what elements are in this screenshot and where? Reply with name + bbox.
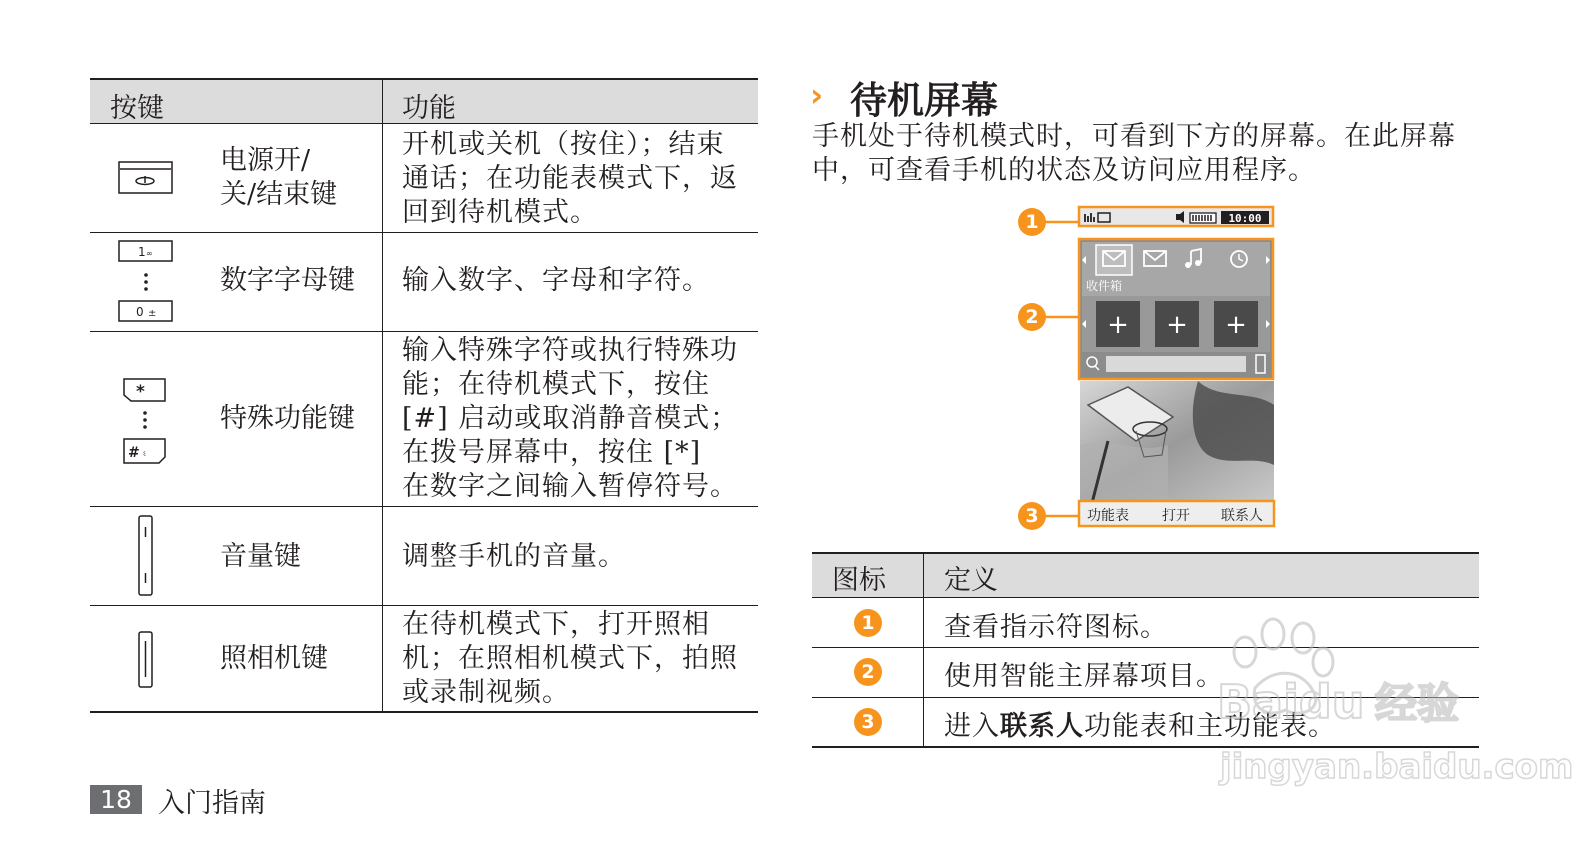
key-name: 照相机键 [220, 643, 328, 674]
softkey-open: 打开 [1162, 508, 1190, 524]
key-name: 音量键 [220, 541, 301, 572]
section-title: 待机屏幕 [850, 79, 998, 122]
definition-table-header [812, 552, 1479, 598]
volume-key-icon [137, 515, 155, 597]
baidu-watermark [1215, 610, 1574, 790]
callout-2: 2 [1018, 303, 1046, 331]
inbox-label: 收件箱 [1086, 279, 1123, 293]
power-end-key-icon [118, 161, 174, 195]
key-table-header [90, 78, 758, 124]
callout-3: 3 [1018, 502, 1046, 530]
function-description: 开机或关机（按住）；结束 通话；在功能表模式下，返 回到待机模式。 [402, 129, 738, 228]
table-row-camera-key [90, 606, 758, 711]
function-column-header: 功能 [402, 93, 456, 124]
svg-text:0: 0 [136, 305, 144, 319]
softkey-contacts: 联系人 [1221, 508, 1263, 524]
shortcut-slots [1096, 301, 1258, 347]
alphanumeric-keys-icon [118, 239, 174, 325]
phone-screen [1078, 205, 1276, 530]
standby-screen-illustration [1078, 205, 1276, 530]
column-divider [923, 552, 924, 748]
status-time: 10:00 [1228, 212, 1262, 225]
table-row-alphanumeric-keys [90, 233, 758, 331]
key-name: 电源开/ 关/结束键 [220, 145, 338, 210]
callout-number: 3 [854, 708, 882, 736]
chapter-title: 入门指南 [158, 788, 266, 819]
battery-icon [1190, 213, 1216, 223]
section-description: 手机处于待机模式时，可看到下方的屏幕。在此屏幕 中，可查看手机的状态及访问应用程序。 [812, 121, 1456, 186]
svg-text:#: # [128, 445, 140, 461]
svg-text:*: * [136, 382, 145, 402]
svg-text:±: ± [148, 308, 157, 319]
softkey-menu: 功能表 [1087, 508, 1129, 524]
function-description: 输入数字、字母和字符。 [402, 265, 710, 296]
table-row-special-function-keys [90, 332, 758, 506]
definition-text: 进入联系人功能表和主功能表。 [944, 711, 1336, 742]
callout-lines [1015, 205, 1085, 530]
svg-text:Baidu: Baidu [1217, 675, 1365, 729]
table-row-volume-key [90, 507, 758, 605]
svg-text:1: 1 [138, 245, 146, 259]
icon-column-header: 图标 [832, 565, 886, 596]
key-column-header: 按键 [110, 93, 164, 124]
special-function-keys-icon [123, 377, 173, 465]
svg-text:ଽ: ଽ [143, 449, 146, 458]
definition-text: 查看指示符图标。 [944, 612, 1168, 643]
add-shortcut-icon: + [1166, 310, 1188, 340]
page-number: 18 [90, 785, 142, 814]
definition-text: 使用智能主屏幕项目。 [944, 661, 1224, 692]
add-shortcut-icon: + [1107, 310, 1129, 340]
callout-1: 1 [1018, 208, 1046, 236]
table-row-power-key [90, 124, 758, 232]
key-name: 数字字母键 [220, 265, 355, 296]
svg-text:jingyan.baidu.com: jingyan.baidu.com [1220, 747, 1574, 787]
baidu-paw-logo-icon [1215, 610, 1574, 790]
table-bottom-rule [90, 711, 758, 713]
callout-number: 2 [854, 658, 882, 686]
svg-text:经验: 经验 [1375, 679, 1460, 728]
definition-column-header: 定义 [944, 565, 998, 596]
key-name: 特殊功能键 [220, 403, 355, 434]
svg-text:∞: ∞ [146, 249, 153, 258]
function-description: 调整手机的音量。 [402, 541, 626, 572]
add-shortcut-icon: + [1225, 310, 1247, 340]
function-description: 在待机模式下，打开照相 机；在照相机模式下，拍照 或录制视频。 [402, 609, 738, 708]
callout-number: 1 [854, 609, 882, 637]
camera-key-icon [137, 631, 155, 689]
function-description: 输入特殊字符或执行特殊功 能；在待机模式下，按住 [#] 启动或取消静音模式； 在拨号屏幕中，按住 [*] 在数字之间输入暂停符号。 [402, 335, 739, 502]
section-chevron-icon: › [810, 76, 824, 114]
